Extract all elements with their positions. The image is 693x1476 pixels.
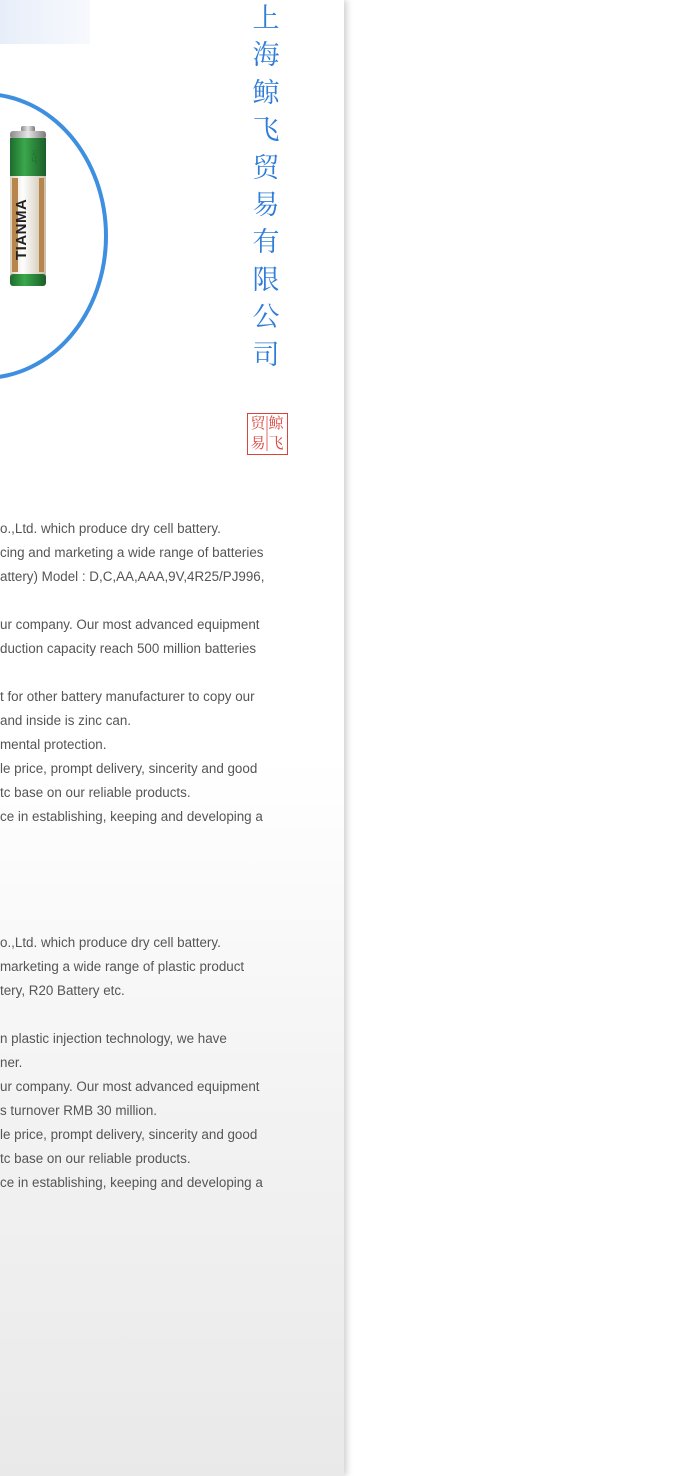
battery-brand-label: TIANMA (13, 198, 30, 260)
text-line: ur company. Our most advanced equipment (0, 617, 260, 632)
text-line: t for other battery manufacturer to copy our (0, 689, 255, 704)
text-line: n plastic injection technology, we have (0, 1031, 227, 1046)
text-line: tery, R20 Battery etc. (0, 983, 125, 998)
seal-char: 贸 (250, 414, 266, 432)
company-name-char: 鲸 (252, 77, 280, 109)
text-line: le price, prompt delivery, sincerity and good (0, 761, 258, 776)
company-name-char: 公 (252, 302, 280, 334)
text-line: ner. (0, 1055, 23, 1070)
seal-char: 鲸 (268, 414, 284, 432)
text-line: tc base on our reliable products. (0, 785, 191, 800)
text-line: le price, prompt delivery, sincerity and good (0, 1127, 258, 1142)
company-name-char: 上 (252, 3, 280, 34)
company-name-char: 有 (252, 227, 280, 259)
company-name-char: 海 (252, 40, 280, 72)
company-name-char: 司 (252, 339, 280, 371)
text-line: attery) Model : D,C,AA,AAA,9V,4R25/PJ996, (0, 569, 265, 584)
text-line: mental protection. (0, 737, 107, 752)
battery-brand-small-label: 天马 (30, 150, 37, 164)
text-line: duction capacity reach 500 million batteries (0, 641, 257, 656)
text-line: cing and marketing a wide range of batteries (0, 545, 264, 560)
company-name-char: 限 (252, 264, 280, 296)
company-name-char: 易 (252, 190, 280, 222)
text-line: s turnover RMB 30 million. (0, 1103, 158, 1118)
text-line: ce in establishing, keeping and developing a (0, 809, 263, 824)
company-name-char: 贸 (252, 152, 280, 184)
seal-char: 易 (250, 434, 266, 452)
content-panel (0, 0, 344, 1476)
seal-char: 飞 (268, 434, 284, 452)
text-line: ur company. Our most advanced equipment (0, 1079, 260, 1094)
text-line: tc base on our reliable products. (0, 1151, 191, 1166)
text-line: marketing a wide range of plastic product (0, 959, 245, 974)
text-line: and inside is zinc can. (0, 713, 132, 728)
text-line: o.,Ltd. which produce dry cell battery. (0, 521, 221, 536)
text-line: ce in establishing, keeping and developing a (0, 1175, 263, 1190)
company-name-char: 飞 (252, 115, 280, 147)
text-line: o.,Ltd. which produce dry cell battery. (0, 935, 221, 950)
